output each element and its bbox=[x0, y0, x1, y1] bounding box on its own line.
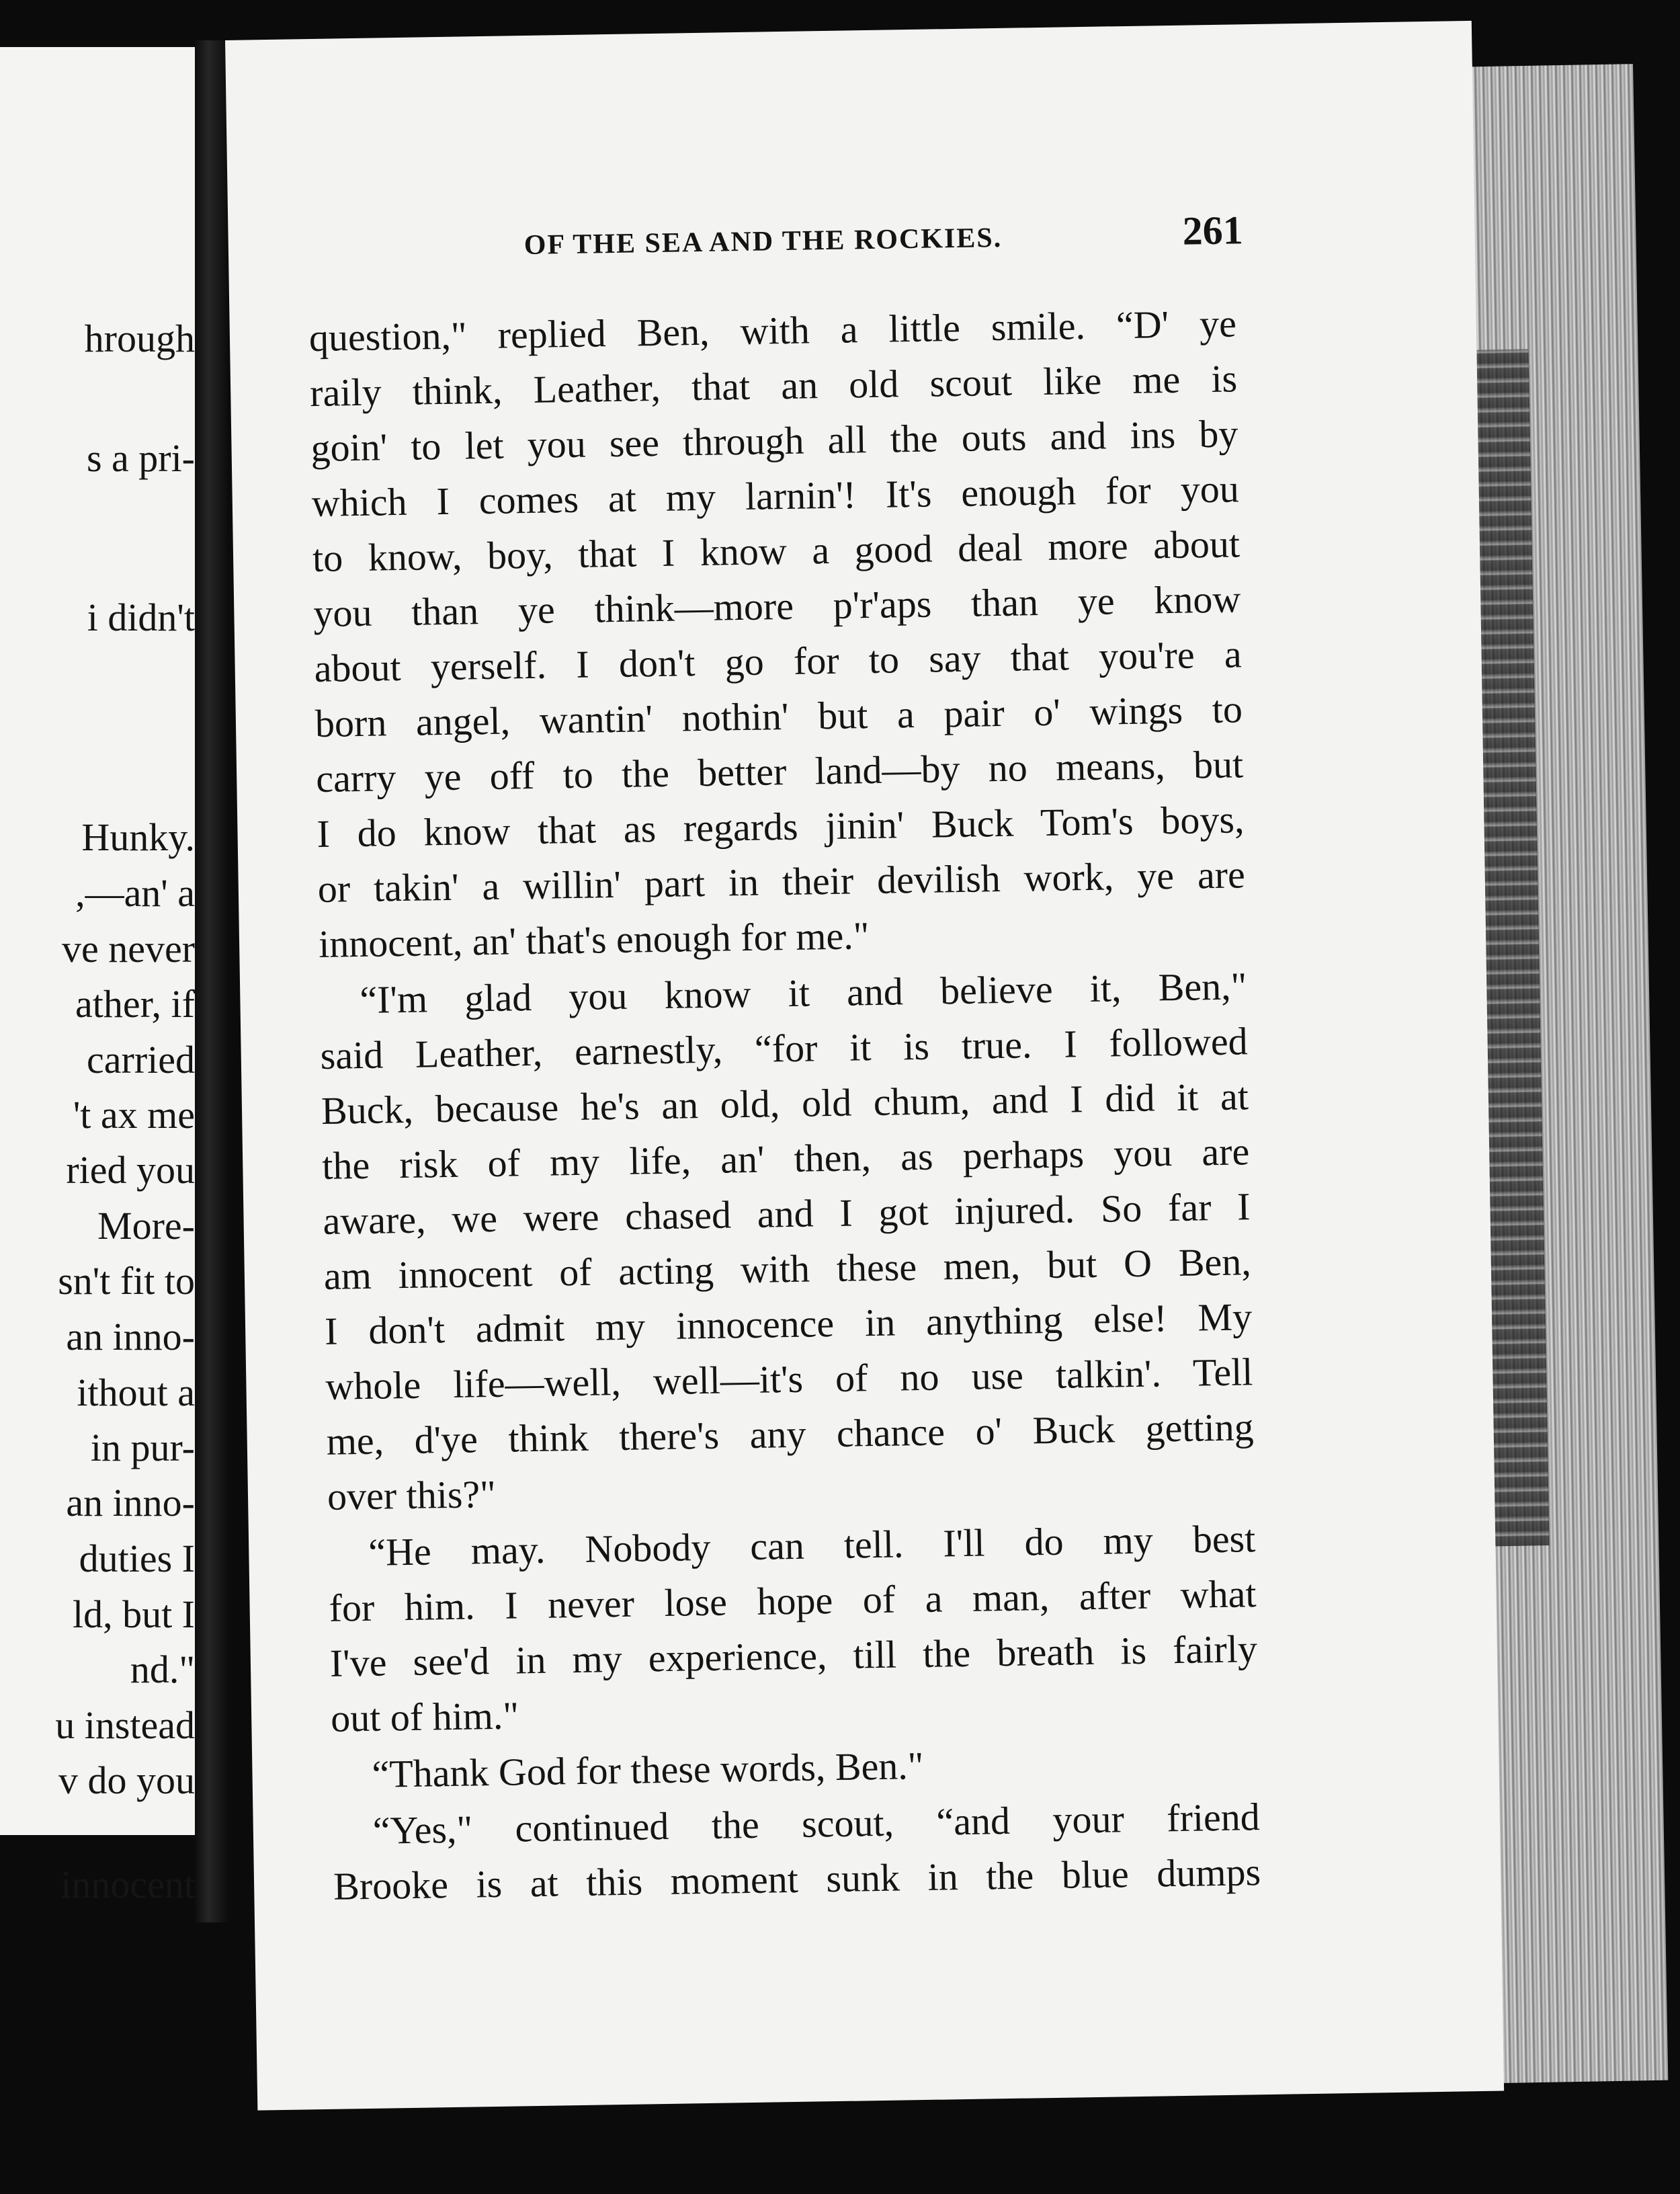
left-page-line: v do you bbox=[58, 1758, 195, 1802]
left-page-line: ithout a bbox=[77, 1371, 195, 1414]
body-line: or takin' a willin' part in their devilish work, ye are bbox=[317, 852, 1246, 911]
left-page-line: s a pri- bbox=[86, 436, 195, 480]
body-line: Brooke is at this moment sunk in the blue dumps bbox=[333, 1850, 1261, 1908]
body-line: I've see'd in my experience, till the breath is fairly bbox=[329, 1627, 1258, 1685]
body-line: out of him." bbox=[330, 1693, 519, 1740]
body-line: “Thank God for these words, Ben." bbox=[372, 1743, 924, 1796]
left-page-line: ,—an' a bbox=[75, 871, 195, 915]
body-line: over this?" bbox=[327, 1471, 497, 1518]
left-page-line: Hunky. bbox=[81, 815, 195, 859]
left-page-line: sn't fit to bbox=[58, 1259, 195, 1303]
body-line: am innocent of acting with these men, but O Ben, bbox=[323, 1240, 1252, 1298]
body-line: which I comes at my larnin'! It's enough for you bbox=[311, 466, 1240, 526]
body-line: “He may. Nobody can tell. I'll do my best bbox=[368, 1516, 1256, 1574]
left-page-line: nd." bbox=[130, 1648, 195, 1691]
left-page-line: ather, if bbox=[75, 982, 195, 1026]
left-page-line: ve never bbox=[61, 927, 195, 971]
body-line: I don't admit my innocence in anything else! My bbox=[324, 1295, 1253, 1353]
body-line: whole life—well, well—it's of no use talkin'. Tell bbox=[325, 1350, 1253, 1408]
left-page-line: More- bbox=[97, 1204, 195, 1248]
left-page-line: hrough bbox=[84, 317, 195, 360]
body-line: I do know that as regards jinin' Buck Tom's boys, bbox=[317, 797, 1245, 856]
body-line: Buck, because he's an old, old chum, and I did it at bbox=[321, 1074, 1249, 1133]
body-line: for him. I never lose hope of a man, after what bbox=[329, 1572, 1257, 1630]
left-page-line: u instead bbox=[55, 1703, 195, 1747]
body-line: me, d'ye think there's any chance o' Buck getting bbox=[326, 1405, 1255, 1463]
body-line: said Leather, earnestly, “for it is true. I followed bbox=[320, 1019, 1249, 1078]
left-page-line: ried you bbox=[66, 1148, 195, 1192]
page-number: 261 bbox=[1182, 208, 1244, 253]
left-page-line: i didn't bbox=[87, 596, 195, 639]
body-line: innocent, an' that's enough for me." bbox=[318, 913, 870, 966]
body-line: “I'm glad you know it and believe it, Ben," bbox=[359, 964, 1247, 1022]
left-page-line: an inno- bbox=[66, 1315, 195, 1358]
left-page-line: duties I bbox=[79, 1537, 195, 1580]
left-page-line: innocent bbox=[60, 1863, 195, 1906]
body-line: the risk of my life, an' then, as perhaps you are bbox=[321, 1129, 1250, 1188]
body-line: goin' to let you see through all the outs and ins by bbox=[310, 411, 1238, 471]
body-line: to know, boy, that I know a good deal more about bbox=[312, 522, 1241, 581]
body-line: question," replied Ben, with a little smile. “D' ye bbox=[308, 301, 1237, 360]
left-page-line: 't ax me bbox=[73, 1093, 195, 1137]
body-line: aware, we were chased and I got injured. So far I bbox=[323, 1184, 1251, 1243]
left-page-line: an inno- bbox=[66, 1481, 195, 1525]
book-gutter bbox=[195, 40, 228, 1922]
body-line: born angel, wantin' nothin' but a pair o' wings to bbox=[314, 687, 1243, 746]
body-line: about yerself. I don't go for to say that you're a bbox=[314, 632, 1243, 691]
running-head: OF THE SEA AND THE ROCKIES. bbox=[523, 222, 1003, 261]
right-page bbox=[225, 21, 1504, 2111]
left-page-line: carried bbox=[87, 1038, 195, 1082]
left-facing-page bbox=[0, 47, 195, 1906]
body-line: “Yes," continued the scout, “and your friend bbox=[372, 1795, 1261, 1853]
body-line: carry ye off to the better land—by no means, but bbox=[315, 742, 1244, 801]
body-line: raily think, Leather, that an old scout like me is bbox=[309, 356, 1238, 415]
body-line: you than ye think—more p'r'aps than ye know bbox=[312, 577, 1241, 636]
left-page-line: ld, but I bbox=[72, 1592, 195, 1636]
left-page-line: in pur- bbox=[90, 1426, 195, 1469]
